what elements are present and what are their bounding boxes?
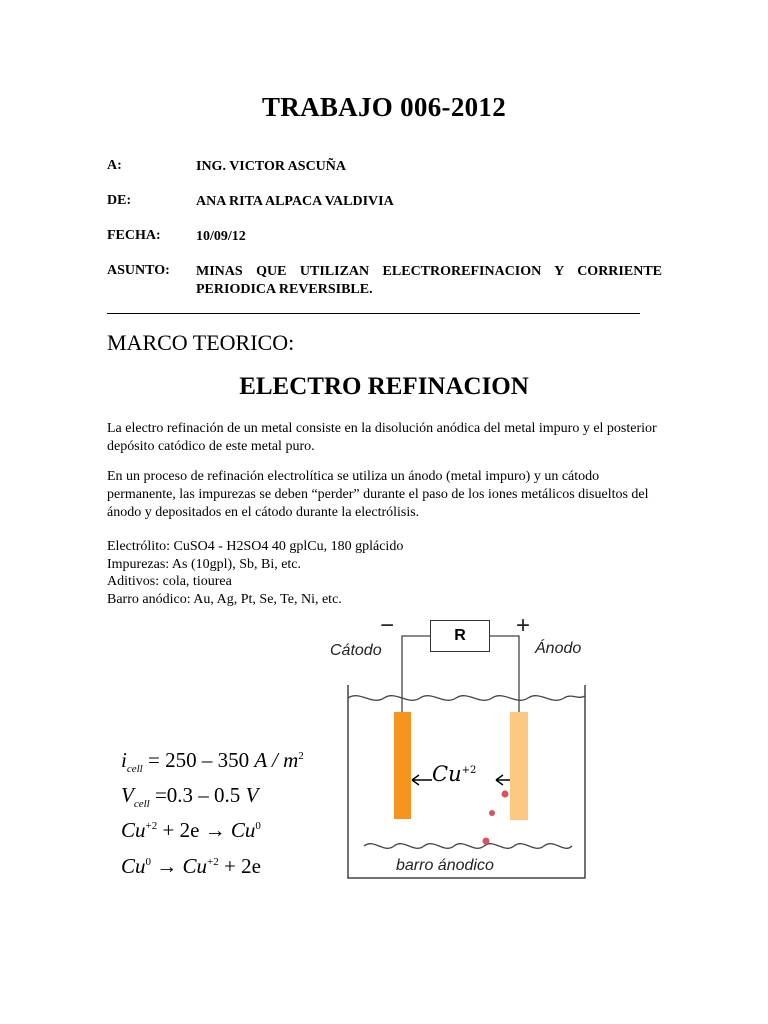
header-fecha-value: 10/09/12 (196, 229, 246, 244)
equation-cathode-reaction: $Cu^{+2} + 2e \to Cu^0$ (121, 818, 261, 842)
composition-list (107, 538, 403, 608)
list-item-electrolyte: Electrólito: CuSO4 - H2SO4 40 gplCu, 180 gplácido (107, 539, 404, 554)
electrolyte-surface (348, 696, 585, 701)
anode-electrode (510, 712, 528, 820)
cathode-electrode (394, 712, 411, 819)
anode-label: Ánodo (535, 640, 582, 657)
header-asunto-value: MINAS QUE UTILIZAN ELECTROREFINACION Y CORRIENTE PERIODICA REVERSIBLE. (196, 264, 662, 297)
header-divider (107, 313, 640, 314)
section-title: MARCO TEORICO: (107, 330, 295, 355)
header-asunto-label: ASUNTO: (107, 263, 170, 278)
cu-ion-label: $Cu^{+2}$ (432, 762, 477, 786)
sludge-label: barro ánodico (396, 857, 494, 874)
cathode-label: Cátodo (330, 642, 382, 659)
particle (489, 810, 495, 816)
minus-sign: − (380, 612, 395, 639)
document-title: TRABAJO 006-2012 (261, 92, 507, 122)
list-item-sludge: Barro anódico: Au, Ag, Pt, Se, Te, Ni, etc. (107, 591, 342, 607)
paragraph-1: La electro refinación de un metal consiste en la disolución anódica del metal impuro y el posterior depósito catódico de este metal puro. (107, 421, 657, 454)
header-de-label: DE: (107, 193, 132, 208)
electrorefining-cell-diagram (320, 610, 620, 895)
paragraph-2: En un proceso de refinación electrolítica se utiliza un ánodo (metal impuro) y un cátodo permanente, las impurezas se deben “perder” durante el paso de los iones metálicos disueltos del ánodo y depositados en el cátodo durante la electrólisis. (107, 469, 649, 520)
particle (502, 791, 509, 798)
header-a-value: ING. VICTOR ASCUÑA (196, 159, 347, 174)
sludge-layer (364, 844, 572, 849)
equation-anode-reaction: $Cu^0 \to Cu^{+2} + 2e$ (121, 854, 261, 878)
subtitle: ELECTRO REFINACION (239, 373, 529, 400)
resistor: R (430, 620, 490, 652)
list-item-additives: Aditivos: cola, tiourea (107, 574, 232, 589)
anode-wire (490, 636, 519, 712)
equation-cell-voltage: $V_{cell} =0.3 - 0.5$ V (121, 783, 259, 811)
particle (483, 838, 490, 845)
header-de-value: ANA RITA ALPACA VALDIVIA (196, 194, 394, 209)
plus-sign: + (516, 612, 531, 639)
cathode-wire (402, 636, 430, 712)
equation-current-density: $i_{cell} = 250 - 350$ A / $m^2$ (121, 748, 304, 776)
header-a-label: A: (107, 158, 122, 173)
list-item-impurities: Impurezas: As (10gpl), Sb, Bi, etc. (107, 556, 302, 572)
header-fecha-label: FECHA: (107, 228, 161, 243)
